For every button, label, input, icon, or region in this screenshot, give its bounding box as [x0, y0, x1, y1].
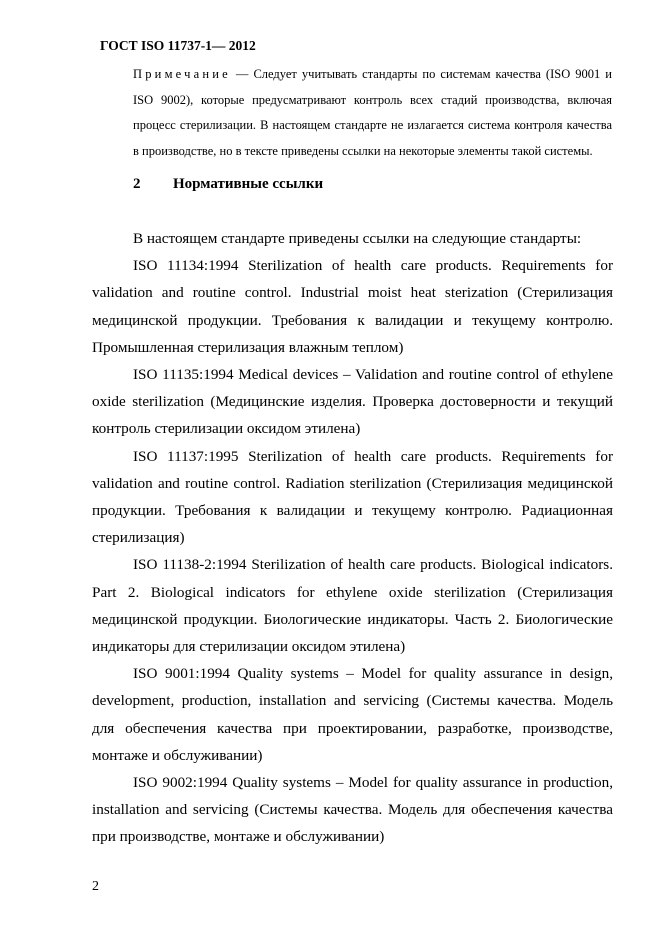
page-number: 2 [92, 879, 99, 894]
reference-item: ISO 11137:1995 Sterilization of health care products. Requirements for validation and routine control. Radiation sterilization (Стерилизация медицинской продукции. Требования к валидации и текущему контролю. Радиационная стерилизация) [92, 447, 613, 547]
section-title: Нормативные ссылки [173, 176, 324, 192]
reference-item: ISO 11134:1994 Sterilization of health care products. Requirements for validation and routine control. Industrial moist heat sterization (Стерилизация медицинской продукции. Требования к валидации и текущему контролю. Промышленная стерилизация влажным теплом) [92, 257, 613, 356]
note-paragraph [92, 62, 612, 164]
section-heading [133, 176, 323, 193]
intro-paragraph: В настоящем стандарте приведены ссылки на следующие стандарты: [133, 230, 582, 247]
document-header: ГОСТ ISO 11737-1— 2012 [100, 38, 256, 53]
reference-item: ISO 9001:1994 Quality systems – Model for quality assurance in design, development, production, installation and servicing (Системы качества. Модель для обеспечения качества при проектировании, разработке, производстве, монтаже и обслуживании) [92, 665, 613, 764]
reference-item: ISO 9002:1994 Quality systems – Model for quality assurance in production, installation and servicing (Системы качества. Модель для обеспечения качества при производстве, монтаже и обслуживании) [92, 774, 613, 846]
reference-item: ISO 11138-2:1994 Sterilization of health care products. Biological indicators. Part 2. Biological indicators for ethylene oxide sterilization (Стерилизация медицинской продукции. Биологические индикаторы. Часть 2. Биологические индикаторы для стерилизации оксидом этилена) [92, 556, 613, 656]
note-text: — Следует учитывать стандарты по системам качества (ISO 9001 и ISO 9002), которые предусматривают контроль всех стадий производства, включая процесс стерилизации. В настоящем стандарте не излагается система контроля качества в производстве, но в тексте приведены ссылки на некоторые элементы такой системы. [133, 67, 612, 158]
note-label: Примечание [133, 67, 231, 81]
section-body [92, 225, 613, 851]
section-number: 2 [133, 176, 141, 192]
reference-item: ISO 11135:1994 Medical devices – Validation and routine control of ethylene oxide sterilization (Медицинские изделия. Проверка достоверности и текущий контроль стерилизации оксидом этилена) [92, 366, 613, 438]
